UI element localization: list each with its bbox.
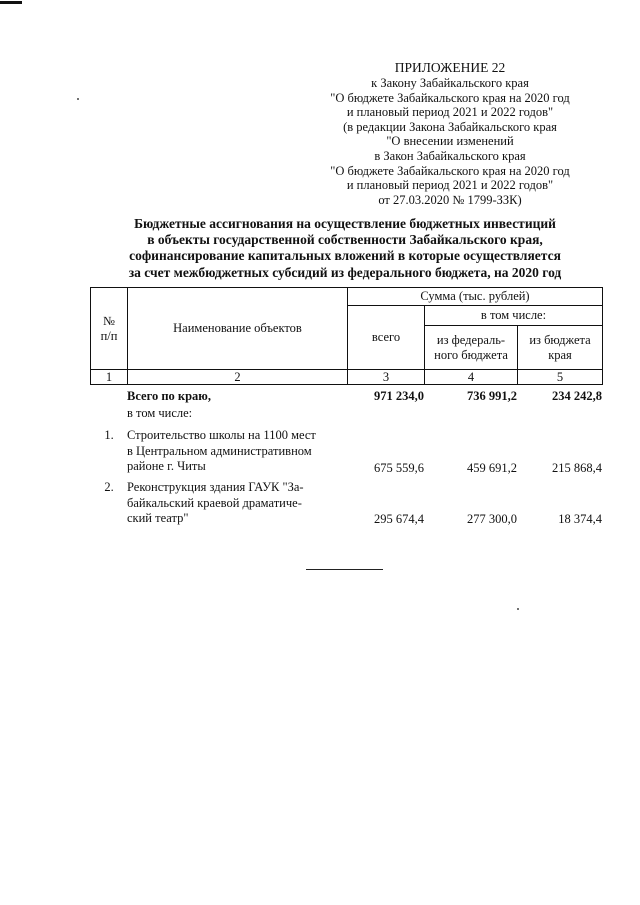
- header-including: в том числе:: [425, 306, 603, 326]
- column-number: 4: [425, 370, 518, 385]
- header-num: № п/п: [91, 288, 128, 370]
- object-name-line: ский театр": [127, 511, 189, 525]
- closing-rule: [306, 569, 383, 570]
- row-number: 1.: [104, 428, 114, 442]
- annex-title: ПРИЛОЖЕНИЕ 22: [394, 60, 506, 75]
- total-regional: 234 242,8: [552, 389, 602, 403]
- scan-speck: [517, 608, 519, 610]
- object-name-line: байкальский краевой драматиче-: [127, 495, 302, 510]
- header-name: Наименование объектов: [128, 288, 348, 370]
- total-federal: 736 991,2: [467, 389, 517, 403]
- object-name-line: в Центральном административном: [127, 443, 312, 458]
- column-number: 2: [128, 370, 348, 385]
- row-federal: 277 300,0: [467, 512, 517, 526]
- title-line: софинансирование капитальных вложений в которые осуществляется: [129, 248, 561, 264]
- title-line: за счет межбюджетных субсидий из федерального бюджета, на 2020 год: [128, 264, 562, 280]
- document-title: [95, 216, 595, 281]
- column-number: 1: [91, 370, 128, 385]
- total-label: Всего по краю,: [127, 389, 211, 403]
- column-number: 5: [518, 370, 603, 385]
- header-sum: Сумма (тыс. рублей): [348, 288, 603, 306]
- column-number: 3: [348, 370, 425, 385]
- budget-table-header: [90, 287, 603, 385]
- object-name-line: Строительство школы на 1100 мест: [127, 428, 316, 442]
- annex-line: "О внесении изменений: [386, 134, 514, 149]
- object-name-line: Реконструкция здания ГАУК "За-: [127, 480, 304, 494]
- scan-speck: [77, 98, 79, 100]
- title-line: Бюджетные ассигнования на осуществление бюджетных инвестиций: [134, 216, 556, 231]
- title-line: в объекты государственной собственности Забайкальского края,: [147, 232, 543, 248]
- row-total: 295 674,4: [374, 512, 424, 526]
- annex-line: и плановый период 2021 и 2022 годов": [346, 178, 554, 193]
- object-name-line: районе г. Читы: [127, 459, 206, 473]
- annex-line: "О бюджете Забайкальского края на 2020 год: [330, 90, 570, 105]
- annex-line: (в редакции Закона Забайкальского края: [343, 119, 557, 134]
- annex-line: и плановый период 2021 и 2022 годов": [346, 105, 554, 120]
- header-federal: из федераль-ного бюджета: [425, 326, 518, 370]
- header-total: всего: [348, 306, 425, 370]
- annex-line: в Закон Забайкальского края: [374, 148, 526, 163]
- annex-line: к Закону Забайкальского края: [371, 76, 529, 90]
- row-federal: 459 691,2: [467, 461, 517, 475]
- header-regional: из бюджета края: [518, 326, 603, 370]
- annex-line: "О бюджете Забайкальского края на 2020 год: [330, 163, 570, 178]
- row-number: 2.: [104, 480, 114, 494]
- scan-corner-mark: [0, 1, 22, 4]
- including-label: в том числе:: [127, 406, 193, 420]
- row-total: 675 559,6: [374, 461, 424, 475]
- row-regional: 18 374,4: [558, 512, 602, 526]
- total-amount: 971 234,0: [374, 389, 424, 403]
- row-regional: 215 868,4: [552, 461, 602, 475]
- annex-line: от 27.03.2020 № 1799-ЗЗК): [378, 192, 522, 207]
- annex-header: [300, 60, 600, 207]
